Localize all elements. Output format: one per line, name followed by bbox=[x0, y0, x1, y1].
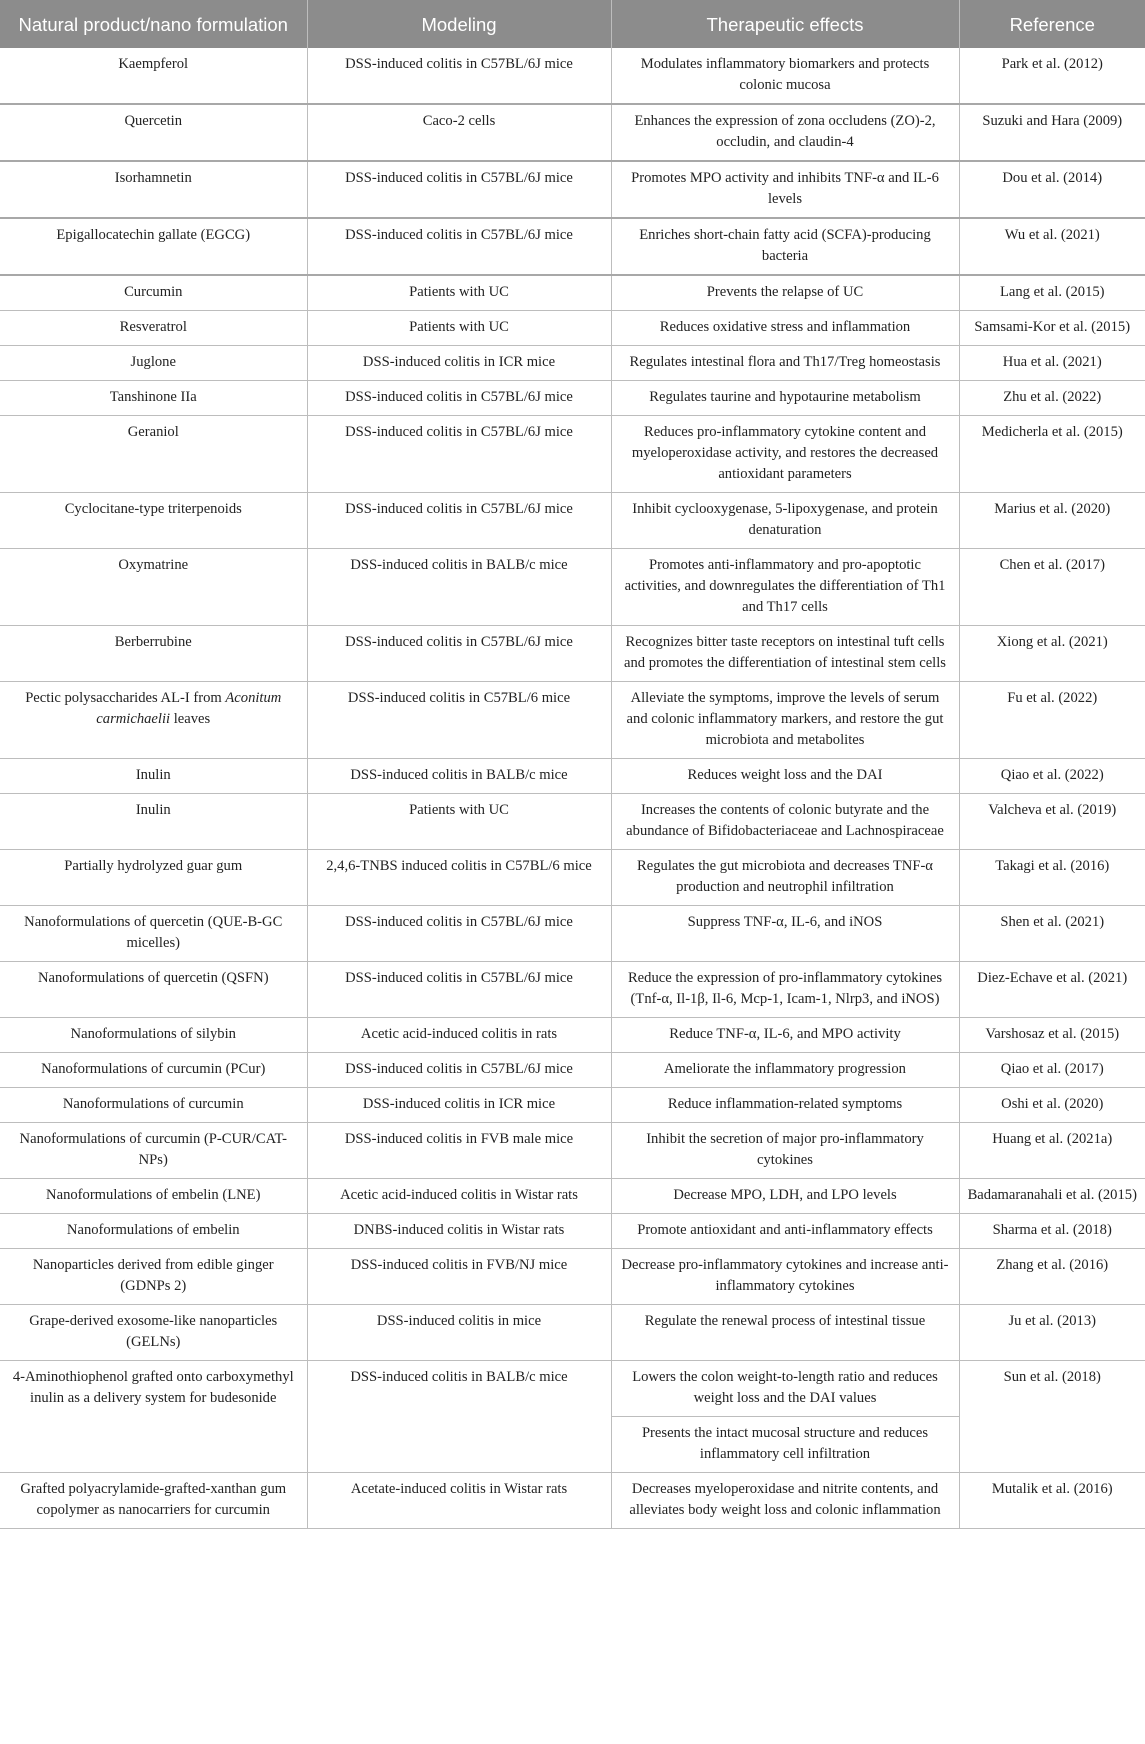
cell-model: 2,4,6-TNBS induced colitis in C57BL/6 mice bbox=[307, 850, 611, 906]
cell-effect: Prevents the relapse of UC bbox=[611, 275, 959, 311]
cell-model: DSS-induced colitis in C57BL/6J mice bbox=[307, 962, 611, 1018]
cell-effect: Increases the contents of colonic butyrate and the abundance of Bifidobacteriaceae and Lachnospiraceae bbox=[611, 794, 959, 850]
cell-model: DSS-induced colitis in ICR mice bbox=[307, 346, 611, 381]
table-row bbox=[0, 682, 1145, 759]
cell-ref: Xiong et al. (2021) bbox=[959, 626, 1145, 682]
table-row bbox=[0, 346, 1145, 381]
table-header-row bbox=[0, 0, 1145, 48]
table-row bbox=[0, 218, 1145, 275]
cell-model: DSS-induced colitis in C57BL/6J mice bbox=[307, 161, 611, 218]
table-row bbox=[0, 161, 1145, 218]
cell-model: DSS-induced colitis in C57BL/6J mice bbox=[307, 381, 611, 416]
cell-product: Tanshinone IIa bbox=[0, 381, 307, 416]
cell-model: DSS-induced colitis in BALB/c mice bbox=[307, 759, 611, 794]
cell-effect: Inhibit the secretion of major pro-inflammatory cytokines bbox=[611, 1123, 959, 1179]
cell-product: Epigallocatechin gallate (EGCG) bbox=[0, 218, 307, 275]
cell-ref: Wu et al. (2021) bbox=[959, 218, 1145, 275]
cell-ref: Qiao et al. (2017) bbox=[959, 1053, 1145, 1088]
cell-effect: Lowers the colon weight-to-length ratio and reduces weight loss and the DAI values bbox=[611, 1361, 959, 1417]
table-row bbox=[0, 1123, 1145, 1179]
cell-product: Nanoformulations of curcumin (P-CUR/CAT-NPs) bbox=[0, 1123, 307, 1179]
table-row bbox=[0, 1249, 1145, 1305]
cell-effect: Reduce TNF-α, IL-6, and MPO activity bbox=[611, 1018, 959, 1053]
cell-text-italic: Aconitum carmichaelii bbox=[96, 690, 282, 727]
cell-product: Inulin bbox=[0, 794, 307, 850]
cell-ref: Huang et al. (2021a) bbox=[959, 1123, 1145, 1179]
table-row bbox=[0, 311, 1145, 346]
cell-model: DSS-induced colitis in C57BL/6J mice bbox=[307, 48, 611, 104]
cell-model: DNBS-induced colitis in Wistar rats bbox=[307, 1214, 611, 1249]
cell-effect: Promotes anti-inflammatory and pro-apoptotic activities, and downregulates the differentiation of Th1 and Th17 cells bbox=[611, 549, 959, 626]
cell-text: Pectic polysaccharides AL-I from bbox=[25, 690, 226, 706]
table-row bbox=[0, 549, 1145, 626]
cell-effect: Reduces pro-inflammatory cytokine content and myeloperoxidase activity, and restores the decreased antioxidant parameters bbox=[611, 416, 959, 493]
cell-model: Patients with UC bbox=[307, 311, 611, 346]
cell-effect: Regulates taurine and hypotaurine metabolism bbox=[611, 381, 959, 416]
table-row bbox=[0, 759, 1145, 794]
cell-model: DSS-induced colitis in C57BL/6J mice bbox=[307, 416, 611, 493]
cell-ref: Takagi et al. (2016) bbox=[959, 850, 1145, 906]
cell-effect: Suppress TNF-α, IL-6, and iNOS bbox=[611, 906, 959, 962]
cell-product: Nanoformulations of curcumin bbox=[0, 1088, 307, 1123]
cell-ref: Sun et al. (2018) bbox=[959, 1361, 1145, 1473]
cell-product: Inulin bbox=[0, 759, 307, 794]
cell-ref: Fu et al. (2022) bbox=[959, 682, 1145, 759]
table-row bbox=[0, 1179, 1145, 1214]
cell-ref: Shen et al. (2021) bbox=[959, 906, 1145, 962]
cell-ref: Marius et al. (2020) bbox=[959, 493, 1145, 549]
table-row bbox=[0, 1053, 1145, 1088]
cell-model: DSS-induced colitis in C57BL/6 mice bbox=[307, 682, 611, 759]
cell-product: Nanoparticles derived from edible ginger (GDNPs 2) bbox=[0, 1249, 307, 1305]
cell-model: Acetate-induced colitis in Wistar rats bbox=[307, 1473, 611, 1529]
cell-ref: Badamaranahali et al. (2015) bbox=[959, 1179, 1145, 1214]
cell-effect: Reduces weight loss and the DAI bbox=[611, 759, 959, 794]
cell-effect: Alleviate the symptoms, improve the levels of serum and colonic inflammatory markers, and restore the gut microbiota and metabolites bbox=[611, 682, 959, 759]
table-row bbox=[0, 962, 1145, 1018]
cell-model: Patients with UC bbox=[307, 794, 611, 850]
cell-model: DSS-induced colitis in C57BL/6J mice bbox=[307, 906, 611, 962]
cell-product: 4-Aminothiophenol grafted onto carboxymethyl inulin as a delivery system for budesonide bbox=[0, 1361, 307, 1473]
cell-product: Kaempferol bbox=[0, 48, 307, 104]
cell-product: Nanoformulations of embelin bbox=[0, 1214, 307, 1249]
header-product: Natural product/nano formulation bbox=[0, 0, 307, 48]
cell-effect: Regulates intestinal flora and Th17/Treg homeostasis bbox=[611, 346, 959, 381]
table-row bbox=[0, 381, 1145, 416]
cell-model: DSS-induced colitis in FVB/NJ mice bbox=[307, 1249, 611, 1305]
cell-ref: Ju et al. (2013) bbox=[959, 1305, 1145, 1361]
cell-ref: Lang et al. (2015) bbox=[959, 275, 1145, 311]
cell-model: DSS-induced colitis in mice bbox=[307, 1305, 611, 1361]
cell-effect: Regulates the gut microbiota and decreases TNF-α production and neutrophil infiltration bbox=[611, 850, 959, 906]
table-row bbox=[0, 104, 1145, 161]
table-row bbox=[0, 626, 1145, 682]
cell-model: DSS-induced colitis in C57BL/6J mice bbox=[307, 1053, 611, 1088]
header-reference: Reference bbox=[959, 0, 1145, 48]
cell-ref: Mutalik et al. (2016) bbox=[959, 1473, 1145, 1529]
cell-ref: Chen et al. (2017) bbox=[959, 549, 1145, 626]
cell-model: Acetic acid-induced colitis in rats bbox=[307, 1018, 611, 1053]
cell-ref: Dou et al. (2014) bbox=[959, 161, 1145, 218]
table-row bbox=[0, 1088, 1145, 1123]
cell-product: Grafted polyacrylamide-grafted-xanthan gum copolymer as nanocarriers for curcumin bbox=[0, 1473, 307, 1529]
cell-effect: Decreases myeloperoxidase and nitrite contents, and alleviates body weight loss and colonic inflammation bbox=[611, 1473, 959, 1529]
table-row bbox=[0, 493, 1145, 549]
cell-product: Nanoformulations of embelin (LNE) bbox=[0, 1179, 307, 1214]
cell-ref: Suzuki and Hara (2009) bbox=[959, 104, 1145, 161]
cell-effect: Reduce the expression of pro-inflammatory cytokines (Tnf-α, Il-1β, Il-6, Mcp-1, Icam-1, Nlrp3, and iNOS) bbox=[611, 962, 959, 1018]
cell-ref: Samsami-Kor et al. (2015) bbox=[959, 311, 1145, 346]
cell-product: Partially hydrolyzed guar gum bbox=[0, 850, 307, 906]
cell-effect: Decrease MPO, LDH, and LPO levels bbox=[611, 1179, 959, 1214]
cell-product: Nanoformulations of curcumin (PCur) bbox=[0, 1053, 307, 1088]
cell-model: DSS-induced colitis in BALB/c mice bbox=[307, 549, 611, 626]
cell-ref: Oshi et al. (2020) bbox=[959, 1088, 1145, 1123]
table-row bbox=[0, 1018, 1145, 1053]
cell-effect: Presents the intact mucosal structure and reduces inflammatory cell infiltration bbox=[611, 1417, 959, 1473]
header-effects: Therapeutic effects bbox=[611, 0, 959, 48]
table-row bbox=[0, 794, 1145, 850]
table-row bbox=[0, 906, 1145, 962]
cell-effect: Recognizes bitter taste receptors on intestinal tuft cells and promotes the differentiation of intestinal stem cells bbox=[611, 626, 959, 682]
cell-model: DSS-induced colitis in FVB male mice bbox=[307, 1123, 611, 1179]
cell-effect: Ameliorate the inflammatory progression bbox=[611, 1053, 959, 1088]
cell-model: Patients with UC bbox=[307, 275, 611, 311]
table-row bbox=[0, 48, 1145, 104]
table-row bbox=[0, 1214, 1145, 1249]
header-modeling: Modeling bbox=[307, 0, 611, 48]
cell-ref: Park et al. (2012) bbox=[959, 48, 1145, 104]
cell-product: Nanoformulations of quercetin (QUE-B-GC micelles) bbox=[0, 906, 307, 962]
cell-text: leaves bbox=[170, 711, 211, 727]
table-body bbox=[0, 48, 1145, 1529]
table-row bbox=[0, 850, 1145, 906]
cell-product: Isorhamnetin bbox=[0, 161, 307, 218]
cell-effect: Promotes MPO activity and inhibits TNF-α and IL-6 levels bbox=[611, 161, 959, 218]
cell-model: DSS-induced colitis in C57BL/6J mice bbox=[307, 626, 611, 682]
cell-ref: Hua et al. (2021) bbox=[959, 346, 1145, 381]
cell-product: Nanoformulations of silybin bbox=[0, 1018, 307, 1053]
cell-product: Berberrubine bbox=[0, 626, 307, 682]
cell-ref: Zhang et al. (2016) bbox=[959, 1249, 1145, 1305]
cell-effect: Regulate the renewal process of intestinal tissue bbox=[611, 1305, 959, 1361]
table-row bbox=[0, 1305, 1145, 1361]
cell-model: DSS-induced colitis in ICR mice bbox=[307, 1088, 611, 1123]
cell-ref: Varshosaz et al. (2015) bbox=[959, 1018, 1145, 1053]
cell-ref: Zhu et al. (2022) bbox=[959, 381, 1145, 416]
table-row bbox=[0, 275, 1145, 311]
cell-product: Geraniol bbox=[0, 416, 307, 493]
cell-effect: Enhances the expression of zona occludens (ZO)-2, occludin, and claudin-4 bbox=[611, 104, 959, 161]
cell-ref: Valcheva et al. (2019) bbox=[959, 794, 1145, 850]
cell-product: Juglone bbox=[0, 346, 307, 381]
cell-product: Curcumin bbox=[0, 275, 307, 311]
cell-effect: Promote antioxidant and anti-inflammatory effects bbox=[611, 1214, 959, 1249]
cell-ref: Sharma et al. (2018) bbox=[959, 1214, 1145, 1249]
cell-effect: Reduce inflammation-related symptoms bbox=[611, 1088, 959, 1123]
cell-model: DSS-induced colitis in C57BL/6J mice bbox=[307, 493, 611, 549]
table-row bbox=[0, 1473, 1145, 1529]
cell-ref: Diez-Echave et al. (2021) bbox=[959, 962, 1145, 1018]
cell-ref: Medicherla et al. (2015) bbox=[959, 416, 1145, 493]
cell-model: Acetic acid-induced colitis in Wistar rats bbox=[307, 1179, 611, 1214]
cell-effect: Modulates inflammatory biomarkers and protects colonic mucosa bbox=[611, 48, 959, 104]
cell-effect: Reduces oxidative stress and inflammation bbox=[611, 311, 959, 346]
cell-effect: Enriches short-chain fatty acid (SCFA)-producing bacteria bbox=[611, 218, 959, 275]
cell-product: Quercetin bbox=[0, 104, 307, 161]
cell-model: Caco-2 cells bbox=[307, 104, 611, 161]
cell-product: Cyclocitane-type triterpenoids bbox=[0, 493, 307, 549]
table-row bbox=[0, 1361, 1145, 1417]
cell-product: Grape-derived exosome-like nanoparticles (GELNs) bbox=[0, 1305, 307, 1361]
cell-product: Nanoformulations of quercetin (QSFN) bbox=[0, 962, 307, 1018]
table-row bbox=[0, 416, 1145, 493]
cell-product: Resveratrol bbox=[0, 311, 307, 346]
cell-model: DSS-induced colitis in BALB/c mice bbox=[307, 1361, 611, 1473]
cell-effect: Decrease pro-inflammatory cytokines and increase anti-inflammatory cytokines bbox=[611, 1249, 959, 1305]
cell-model: DSS-induced colitis in C57BL/6J mice bbox=[307, 218, 611, 275]
cell-product: Oxymatrine bbox=[0, 549, 307, 626]
cell-effect: Inhibit cyclooxygenase, 5-lipoxygenase, and protein denaturation bbox=[611, 493, 959, 549]
cell-product bbox=[0, 682, 307, 759]
cell-ref: Qiao et al. (2022) bbox=[959, 759, 1145, 794]
